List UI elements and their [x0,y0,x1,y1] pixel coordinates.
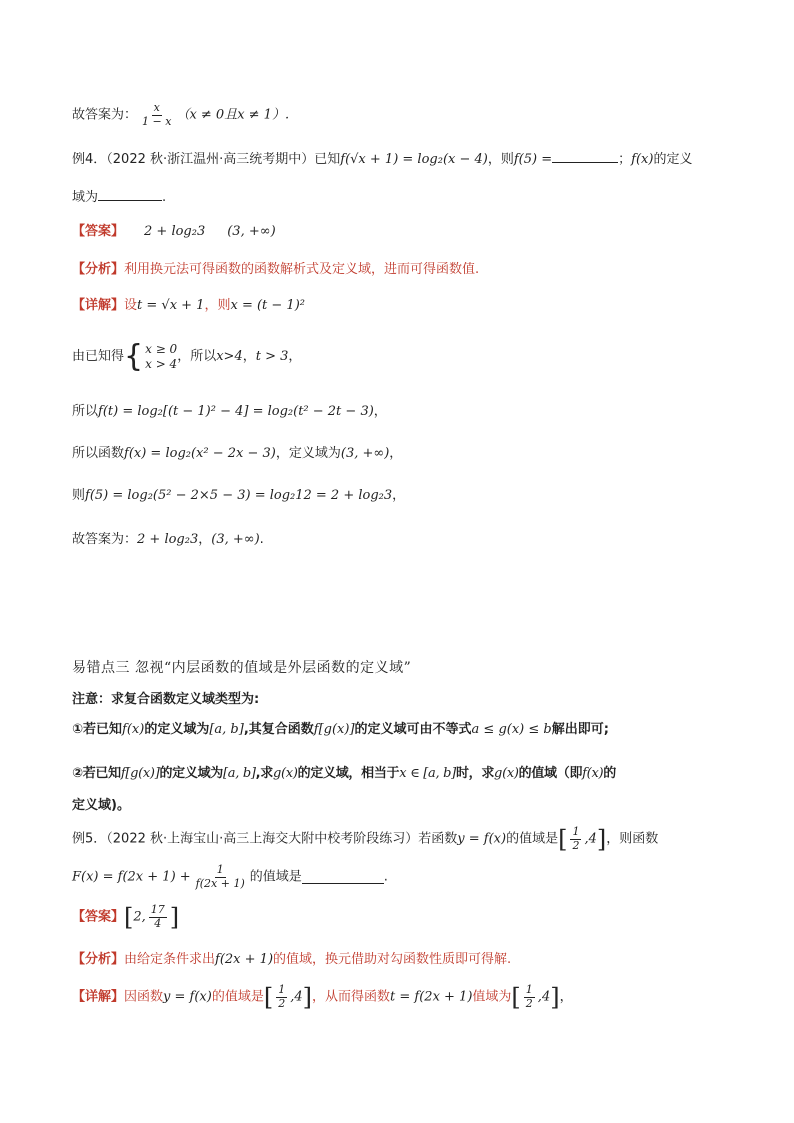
math: f(2x + 1) [215,952,274,967]
math: f[g(x)] [313,722,355,737]
text: 值域为 [472,989,512,1005]
interval-end: 4 [541,989,551,1005]
text: ， [389,446,403,461]
analysis-row [72,262,734,278]
answer-line-1 [72,102,734,128]
text: ， [559,989,573,1005]
example-4-question-cont [72,188,734,206]
denominator: 2 [525,996,533,1010]
fraction [194,864,247,890]
case-1: x ≥ 0 [145,342,178,356]
text: 的值域是 [506,831,559,847]
math: x ∈ [a, b] [399,766,456,781]
answer-row-5 [72,904,734,930]
note-rule-2 [72,766,734,782]
left-bracket-icon: [ [124,903,134,932]
analysis-tag: 【分析】 [72,952,125,967]
note-rule-1 [72,722,734,738]
text: ， [373,404,387,419]
text: ,求 [255,766,274,781]
fraction [140,102,173,128]
text: ，从而得函数 [312,989,391,1005]
math: y = f(x) [457,831,507,847]
analysis-text: 利用换元法可得函数的函数解析式及定义域，进而可得函数值. [124,262,480,277]
left-bracket-icon: [ [263,983,274,1012]
text: 的 [603,766,616,781]
math: y = f(x) [163,989,212,1005]
text: ②若已知 [72,766,121,781]
answer-blank [552,150,618,163]
right-bracket-icon: ] [550,983,560,1012]
interval-end: 4 [294,989,303,1005]
cases [145,342,177,372]
math: 2 + log₂3 [144,224,206,239]
text: 的值域是 [211,989,264,1005]
heading-text: 易错点三 忽视“内层函数的值域是外层函数的定义域” [72,660,412,676]
text: ，定义域为 [275,446,341,461]
text: 故答案为： [72,532,138,547]
text: ，则函数 [606,831,659,847]
numerator: 1 [216,863,224,876]
answer-tag: 【答案】 [72,224,125,239]
math: f(x) [122,722,145,737]
math: f(t) = log₂[(t − 1)² − 4] = log₂(t² − 2t − 3) [98,404,374,419]
example-4-question [72,150,734,168]
text: 时，求 [455,766,495,781]
text: 所以函数 [72,446,125,461]
derivation-row-1 [72,404,734,420]
numerator: 17 [150,903,165,916]
answer-row [72,224,734,240]
text: ； [618,152,632,167]
example-5-question [72,826,734,852]
text: ， [242,349,256,365]
note-text: 注意：求复合函数定义域类型为: [72,692,260,707]
text: 由给定条件求出 [124,952,216,967]
detail-row-5 [72,984,734,1010]
text: ， [288,349,302,365]
detail-row [72,298,734,314]
numerator: 1 [278,983,286,996]
text: 的定义域可由不等式 [354,722,472,737]
text: 的定义域为 [159,766,223,781]
math: x>4 [216,349,243,365]
left-brace-icon: { [124,339,144,374]
math: f(5) = [513,152,553,167]
right-bracket-icon: ] [169,903,180,932]
derivation-row-2 [72,446,734,462]
note-rule-2-cont [72,798,734,814]
denominator: 2 [278,996,286,1010]
text: 所以 [72,404,99,419]
text: 的值域，换元借助对勾函数性质即可得解. [273,952,512,967]
answer-tag: 【答案】 [72,909,125,925]
fraction [149,904,167,930]
text: 的值域（即 [518,766,583,781]
text: 的值域是 [249,869,302,885]
left-bracket-icon: [ [511,983,521,1012]
answer-line-2 [72,532,734,548]
denominator: 1 − x [142,114,172,128]
text: 的定义 [653,152,693,167]
denominator: 4 [154,916,162,930]
math: t = √x + 1 [137,298,205,313]
text: 例4．（2022 秋·浙江温州·高三统考期中）已知 [72,152,341,167]
interval-start: 2, [133,909,146,925]
math: t > 3 [255,349,289,365]
math: f(x) [631,152,654,167]
text: 域为 [72,190,99,205]
analysis-tag: 【分析】 [72,262,125,277]
math: (3, +∞) [227,224,276,239]
text: ,其复合函数 [243,722,314,737]
note-title [72,692,734,708]
text: 例5．（2022 秋·上海宝山·高三上海交大附中校考阶段练习）若函数 [72,831,458,847]
text: 因函数 [124,989,164,1005]
math: g(x) [494,766,519,781]
math: f(5) = log₂(5² − 2×5 − 3) = log₂12 = 2 + log₂3 [85,488,393,503]
math: x = (t − 1)² [230,298,305,313]
interval: [ $\frac{1}{2}$ ,4] [511,983,560,1012]
interval: [ $\frac{1}{2}$ ,4] [263,983,313,1012]
denominator: f(2x + 1) [195,876,245,890]
math: t = f(2x + 1) [390,989,473,1005]
section-heading [72,660,734,677]
fraction [524,984,535,1010]
text: ①若已知 [72,722,123,737]
right-bracket-icon: ] [596,825,607,854]
numerator: 1 [525,983,533,996]
right-bracket-icon: ] [302,983,313,1012]
detail-tag: 【详解】 [72,298,125,313]
text: 的定义域，相当于 [297,766,400,781]
detail-tag: 【详解】 [72,989,125,1005]
math: (3, +∞) [340,446,390,461]
numerator: 1 [572,825,580,838]
text: 解出即可; [551,722,609,737]
known-condition-row [72,339,734,374]
interval: [ $\frac{1}{2}$ ,4] [558,825,607,854]
math: a ≤ g(x) ≤ b [471,722,552,737]
text: ，则 [487,152,514,167]
math: F(x) = f(2x + 1) + [72,869,191,885]
math: 2 + log₂3 [137,532,199,547]
math: f[g(x)] [120,766,160,781]
text: 由已知得 [72,349,125,365]
math: (3, +∞) [211,532,260,547]
math: [a, b] [209,722,244,737]
numerator: x [153,101,160,114]
text: ，则 [204,298,231,313]
denominator: 2 [572,838,580,852]
math: g(x) [273,766,298,781]
text: ，所以 [177,349,217,365]
text: . [259,532,264,547]
condition: （x ≠ 0且x ≠ 1）. [176,107,290,123]
text: ， [198,532,212,547]
text: 定义域)。 [72,798,130,813]
example-5-function: F(x) = f(2x + 1) + $\frac{1}{f(2x + 1)}$ 的值域是 . [72,863,388,890]
interval-end: 4 [588,831,597,847]
math: f(x) = log₂(x² − 2x − 3) [124,446,276,461]
left-bracket-icon: [ [558,825,568,854]
text: 的定义域为 [144,722,210,737]
answer-blank [302,871,384,884]
interval [124,903,180,932]
fraction [276,984,287,1010]
text: . [162,190,167,205]
derivation-row-3 [72,488,734,504]
text: ， [392,488,406,503]
case-system [124,339,178,374]
text: 则 [72,488,86,503]
text: 故答案为： [72,107,138,123]
case-2: x > 4 [145,357,178,371]
math: [a, b] [222,766,256,781]
text: 设 [124,298,138,313]
math: f(x) [582,766,604,781]
fraction [570,826,581,852]
answer-blank [98,188,162,201]
math: f(√x + 1) = log₂(x − 4) [340,152,488,167]
analysis-row-5 [72,952,734,968]
